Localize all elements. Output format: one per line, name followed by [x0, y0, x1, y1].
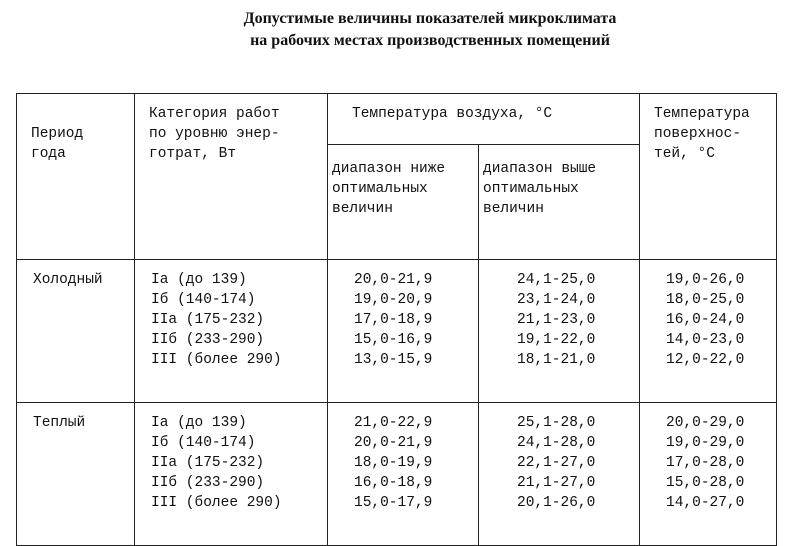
title-line-2: на рабочих местах производственных помещений	[250, 32, 610, 49]
below-optimal-cell: 21,0-22,9 20,0-21,9 18,0-19,9 16,0-18,9 15,0-17,9	[328, 403, 479, 546]
category-cell: Iа (до 139) Iб (140-174) IIа (175-232) IIб (233-290) III (более 290)	[135, 403, 328, 546]
document-title	[0, 8, 800, 52]
table-row	[17, 403, 777, 546]
header-period: Период года	[17, 94, 135, 260]
surface-temp-cell: 19,0-26,0 18,0-25,0 16,0-24,0 14,0-23,0 12,0-22,0	[640, 260, 777, 403]
above-optimal-cell: 25,1-28,0 24,1-28,0 22,1-27,0 21,1-27,0 20,1-26,0	[479, 403, 640, 546]
header-category: Категория работ по уровню энер- готрат, Вт	[135, 94, 328, 260]
above-optimal-cell: 24,1-25,0 23,1-24,0 21,1-23,0 19,1-22,0 18,1-21,0	[479, 260, 640, 403]
header-surface-temp: Температура поверхнос- тей, °С	[640, 94, 777, 260]
period-cell: Теплый	[17, 403, 135, 546]
table-row	[17, 260, 777, 403]
title-line-1: Допустимые величины показателей микроклимата	[243, 10, 617, 27]
header-below-optimal: диапазон ниже оптимальных величин	[328, 145, 479, 260]
surface-temp-cell: 20,0-29,0 19,0-29,0 17,0-28,0 15,0-28,0 14,0-27,0	[640, 403, 777, 546]
below-optimal-cell: 20,0-21,9 19,0-20,9 17,0-18,9 15,0-16,9 13,0-15,9	[328, 260, 479, 403]
header-air-temp: Температура воздуха, °С	[328, 94, 640, 145]
header-above-optimal: диапазон выше оптимальных величин	[479, 145, 640, 260]
period-cell: Холодный	[17, 260, 135, 403]
category-cell: Iа (до 139) Iб (140-174) IIа (175-232) IIб (233-290) III (более 290)	[135, 260, 328, 403]
microclimate-table	[16, 93, 777, 546]
